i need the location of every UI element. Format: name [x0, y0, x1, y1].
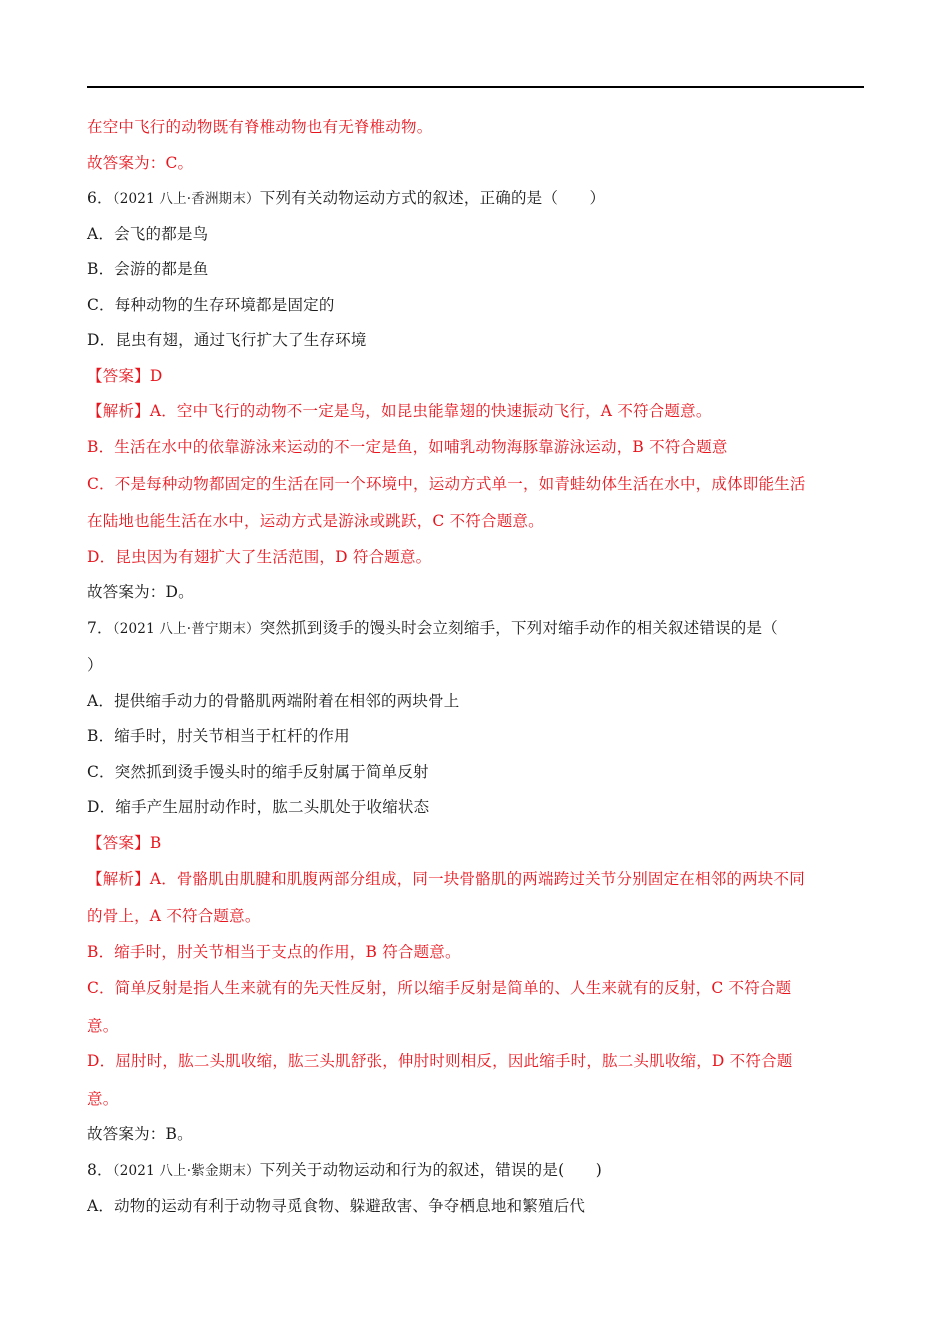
question-6-stem	[87, 188, 605, 209]
analysis-line	[87, 401, 712, 421]
analysis-line: 意。	[87, 1017, 119, 1035]
final-answer-line: 故答案为：D。	[87, 583, 194, 601]
option-c: C．每种动物的生存环境都是固定的	[87, 296, 335, 314]
option-d: D．缩手产生屈肘动作时，肱二头肌处于收缩状态	[87, 798, 430, 816]
question-source: （2021 八上·香洲期末）	[112, 191, 260, 207]
analysis-text: A．骨骼肌由肌腱和肌腹两部分组成，同一块骨骼肌的两端跨过关节分别固定在相邻的两块不同	[149, 870, 805, 888]
question-number: 6．	[87, 189, 113, 207]
question-7-close: ）	[87, 656, 103, 674]
question-number: 8．	[87, 1161, 113, 1179]
question-text: 下列关于动物运动和行为的叙述，错误的是( )	[259, 1161, 602, 1179]
answer-value: D	[149, 367, 163, 385]
option-d: D．昆虫有翅，通过飞行扩大了生存环境	[87, 331, 367, 349]
final-answer-line: 故答案为：C。	[87, 154, 194, 172]
analysis-line: B．缩手时，肘关节相当于支点的作用，B 符合题意。	[87, 943, 461, 961]
question-8-stem	[87, 1160, 602, 1181]
analysis-line: D．屈肘时，肱二头肌收缩，肱三头肌舒张，伸肘时则相反，因此缩手时，肱二头肌收缩，D 不符合题	[87, 1052, 793, 1070]
question-7-stem	[87, 618, 778, 639]
option-b: B．会游的都是鱼	[87, 260, 209, 278]
answer-line	[87, 366, 162, 386]
option-a: A．动物的运动有利于动物寻觅食物、躲避敌害、争夺栖息地和繁殖后代	[87, 1197, 586, 1215]
option-a: A．会飞的都是鸟	[87, 225, 209, 243]
answer-line	[87, 833, 161, 853]
analysis-line: B．生活在水中的依靠游泳来运动的不一定是鱼，如哺乳动物海豚靠游泳运动，B 不符合题意	[87, 438, 728, 456]
analysis-line: D．昆虫因为有翅扩大了生活范围，D 符合题意。	[87, 548, 432, 566]
explanation-line: 在空中飞行的动物既有脊椎动物也有无脊椎动物。	[87, 118, 433, 136]
answer-tag: 【答案】	[87, 367, 150, 385]
analysis-line: C．简单反射是指人生来就有的先天性反射，所以缩手反射是简单的、人生来就有的反射，C 不符合题	[87, 979, 792, 997]
answer-tag: 【答案】	[87, 834, 150, 852]
option-c: C．突然抓到烫手馒头时的缩手反射属于简单反射	[87, 763, 429, 781]
option-a: A．提供缩手动力的骨骼肌两端附着在相邻的两块骨上	[87, 692, 460, 710]
question-number: 7．	[87, 619, 113, 637]
question-text: 突然抓到烫手的馒头时会立刻缩手，下列对缩手动作的相关叙述错误的是（	[259, 619, 778, 637]
question-text: 下列有关动物运动方式的叙述，正确的是（ ）	[259, 189, 606, 207]
question-source: （2021 八上·普宁期末）	[112, 621, 260, 637]
question-source: （2021 八上·紫金期末）	[112, 1163, 260, 1179]
analysis-line: C．不是每种动物都固定的生活在同一个环境中，运动方式单一，如青蛙幼体生活在水中，成体即能生活	[87, 475, 806, 493]
analysis-tag: 【解析】	[87, 870, 150, 888]
option-b: B．缩手时，肘关节相当于杠杆的作用	[87, 727, 350, 745]
analysis-line: 在陆地也能生活在水中，运动方式是游泳或跳跃，C 不符合题意。	[87, 512, 544, 530]
header-rule	[87, 86, 864, 88]
analysis-tag: 【解析】	[87, 402, 150, 420]
analysis-text: A．空中飞行的动物不一定是鸟，如昆虫能靠翅的快速振动飞行，A 不符合题意。	[149, 402, 712, 420]
answer-value: B	[149, 834, 162, 852]
analysis-line: 的骨上，A 不符合题意。	[87, 907, 261, 925]
final-answer-line: 故答案为：B。	[87, 1125, 193, 1143]
analysis-line	[87, 869, 805, 889]
analysis-line: 意。	[87, 1090, 119, 1108]
